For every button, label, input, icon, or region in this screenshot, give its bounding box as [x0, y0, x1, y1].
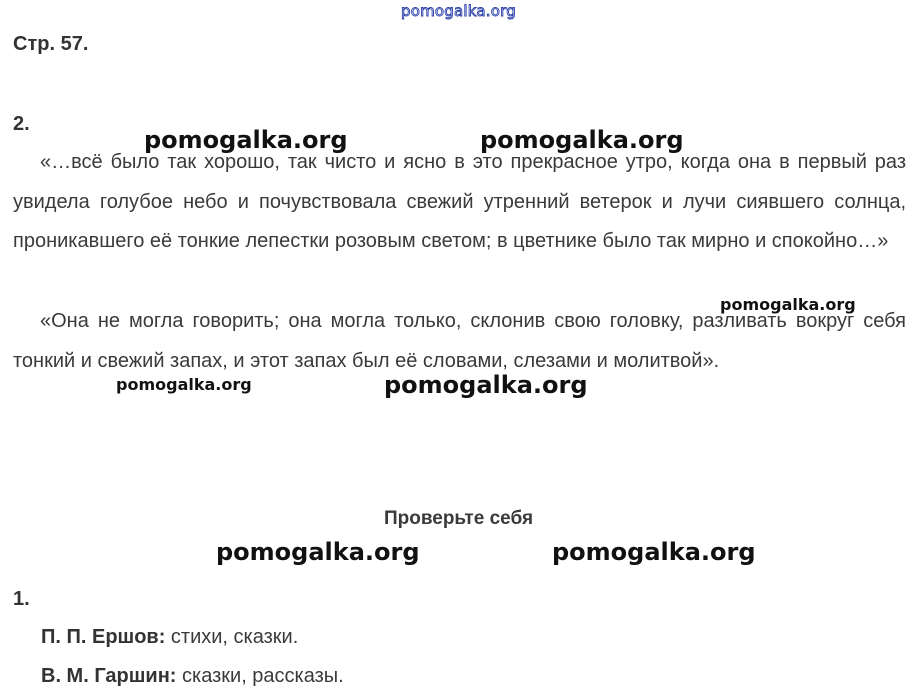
quote-paragraph-1: «…всё было так хорошо, так чисто и ясно в это прекрасное утро, когда она в первый раз увидела голубое небо и почувствовала свежий утренний ветерок и лучи сиявшего солнца, проникавшего её тонкие лепестки розовым светом; в цветнике было так мирно и спокойно…»: [13, 151, 906, 252]
task-number: 2.: [13, 113, 30, 135]
answer-line-1: [41, 626, 298, 649]
section-number: 1.: [13, 588, 30, 610]
watermark: pomogalka.org: [216, 538, 420, 566]
answer-works-2: сказки, рассказы.: [176, 665, 344, 687]
answer-author-1: П. П. Ершов:: [41, 626, 166, 648]
answer-author-2: В. М. Гаршин:: [41, 665, 177, 687]
answer-works-1: стихи, сказки.: [165, 626, 299, 648]
answer-line-2: [41, 665, 344, 688]
watermark: pomogalka.org: [480, 126, 684, 154]
watermark: pomogalka.org: [144, 126, 348, 154]
quote-paragraph-2: «Она не могла говорить; она могла только, склонив свою головку, разливать вокруг себя тонкий и свежий запах, и этот запах был её словами, слезами и молитвой».: [13, 310, 906, 372]
watermark: pomogalka.org: [116, 375, 252, 394]
page-label: Стр. 57.: [13, 33, 89, 55]
section-title: Проверьте себя: [383, 508, 534, 529]
watermark: pomogalka.org: [552, 538, 756, 566]
watermark: pomogalka.org: [384, 371, 588, 399]
watermark: pomogalka.org: [720, 295, 856, 314]
watermark-top: pomogalka.org: [401, 2, 516, 20]
